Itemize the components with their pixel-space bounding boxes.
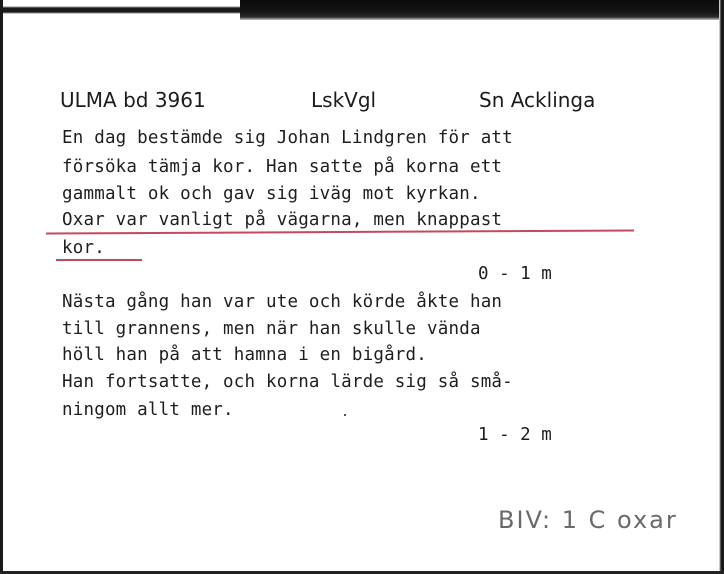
region-code: LskVgl xyxy=(311,88,377,112)
scan-edge-left xyxy=(0,0,3,574)
text-line: försöka tämja kor. Han satte på korna ett xyxy=(62,157,503,177)
text-line-underlined: kor. xyxy=(62,238,105,258)
scan-edge-right xyxy=(719,0,724,574)
text-line: Nästa gång han var ute och körde åkte han xyxy=(62,292,503,312)
red-underline xyxy=(56,259,142,261)
scan-edge-top-left xyxy=(0,0,240,20)
text-line: ningom allt mer. xyxy=(62,400,234,420)
text-line: gammalt ok och gav sig iväg mot kyrkan. xyxy=(62,184,481,204)
text-line: höll han på att hamna i en bigård. xyxy=(62,345,428,365)
red-underline xyxy=(46,229,634,234)
text-line: till grannens, men när han skulle vända xyxy=(62,319,481,339)
text-line: Han fortsatte, och korna lärde sig så små- xyxy=(62,372,513,392)
text-line: En dag bestämde sig Johan Lindgren för att xyxy=(62,128,513,148)
ink-speck xyxy=(344,414,346,416)
measure-note: 1 - 2 m xyxy=(478,425,552,445)
measure-note: 0 - 1 m xyxy=(478,264,552,284)
parish-name: Sn Acklinga xyxy=(479,88,596,112)
collection-reference: ULMA bd 3961 xyxy=(60,88,206,112)
pencil-annotation: BIV: 1 C oxar xyxy=(498,506,678,534)
text-line-underlined: Oxar var vanligt på vägarna, men knappast xyxy=(62,210,503,230)
